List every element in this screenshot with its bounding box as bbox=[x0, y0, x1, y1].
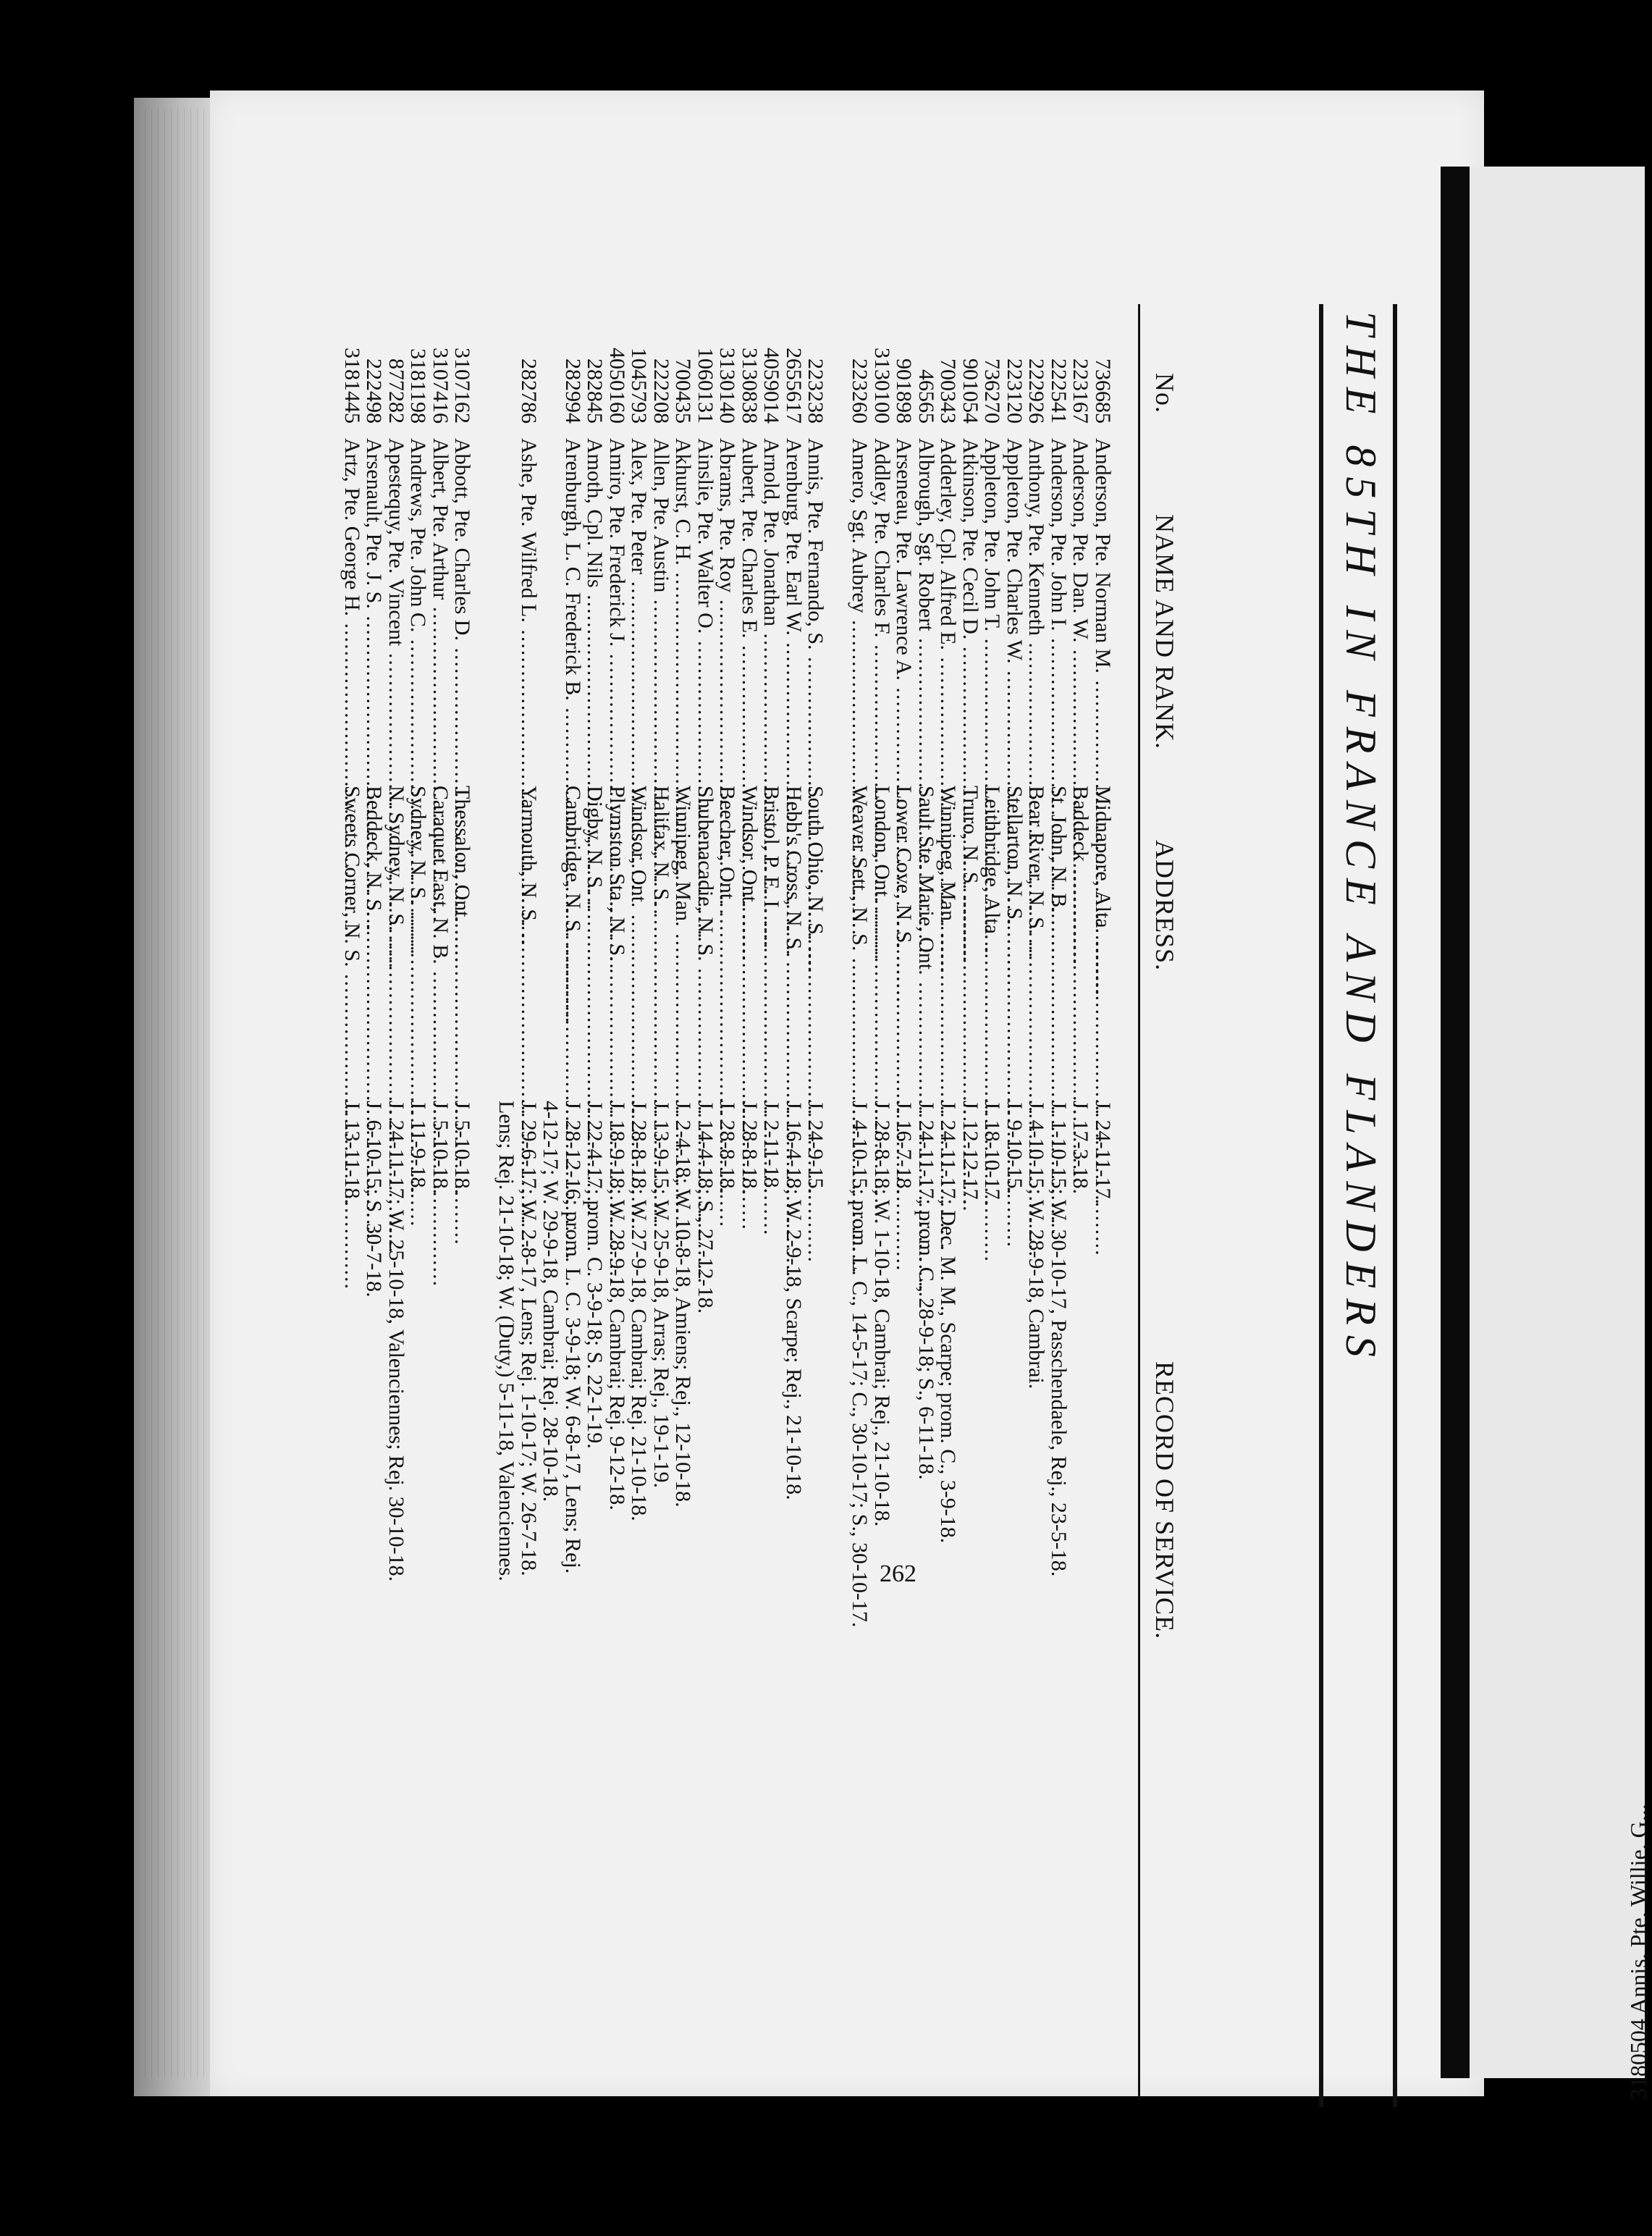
cell-record: J. 24-9-15. bbox=[804, 1101, 828, 1195]
cell-name-rank: Albrough, Sgt. Robert ..... bbox=[914, 438, 938, 778]
cell-address: Thessalon, Ont. ..... bbox=[450, 786, 475, 1093]
running-header bbox=[1319, 304, 1397, 2107]
column-header-name: NAME AND RANK. bbox=[1150, 514, 1179, 750]
cell-address: Sault Ste. Marie, Ont. ..... bbox=[914, 786, 938, 1093]
cell-address: Bear River, N. S. ..... bbox=[1024, 786, 1049, 1093]
cell-address: Digby, N. S. ..... bbox=[583, 786, 607, 1093]
cell-name-rank: Ashe, Pte. Wilfred L. ..... bbox=[516, 438, 541, 778]
cell-number: 736270 bbox=[980, 358, 1005, 424]
cell-record: J. 28-8-18; W. 27-9-18, Cambrai; Rej. 21-10-18. bbox=[627, 1101, 652, 1521]
cell-number: 901054 bbox=[958, 358, 982, 424]
cell-record: J. 28-8-18. bbox=[715, 1101, 740, 1195]
cell-name-rank: Appleton, Pte. Charles W. ..... bbox=[1002, 438, 1027, 778]
cell-address: Beecher, Ont. ..... bbox=[715, 786, 740, 1093]
cell-number: 4059014 bbox=[759, 348, 784, 424]
column-header-address: ADDRESS. bbox=[1150, 840, 1179, 972]
cell-number: 222208 bbox=[649, 358, 673, 424]
cell-record: J. 29-6-17; W. 2-8-17, Lens; Rej. 1-10-17; W. 26-7-18. bbox=[517, 1101, 541, 1576]
cell-address: Caraquet East, N. B. ..... bbox=[428, 786, 452, 1093]
cell-record: J. 12-12-17. bbox=[958, 1101, 982, 1206]
cell-record: J. 4-10-15; W. 28-9-18, Cambrai. bbox=[1024, 1101, 1049, 1390]
cell-number: 3107162 bbox=[450, 348, 475, 424]
cell-name-rank: Akhurst, C. H. ..... bbox=[671, 438, 696, 778]
cell-address: Baddeck ..... bbox=[1069, 786, 1093, 1093]
cell-address: Midnapore, Alta. ..... bbox=[1090, 786, 1115, 1093]
cell-record: J. 5-10-18. bbox=[429, 1101, 452, 1195]
cell-number: 3130100 bbox=[870, 348, 894, 424]
cell-name-rank: Arnold, Pte. Jonathan ..... bbox=[759, 438, 784, 778]
cell-number: 223260 bbox=[848, 358, 872, 424]
cell-number: 46565 bbox=[914, 369, 938, 424]
next-page bbox=[1470, 167, 1645, 2078]
cell-number: 223120 bbox=[1003, 358, 1027, 424]
cell-number: 700343 bbox=[936, 358, 961, 424]
cell-number: 282786 bbox=[517, 358, 541, 424]
cell-name-rank: Appleton, Pte. John T. ..... bbox=[980, 438, 1005, 778]
cell-name-rank: Allen, Pte. Austin ..... bbox=[649, 438, 673, 778]
cell-record: J. 24-11-17. bbox=[1091, 1101, 1115, 1205]
cell-record: J. 18-10-17. bbox=[980, 1101, 1005, 1206]
cell-address: Leithbridge, Alta. ..... bbox=[980, 786, 1005, 1093]
cell-record: J. 24-11-17; prom. C., 28-9-18; S., 6-11-18. bbox=[914, 1101, 938, 1480]
cell-number: 282845 bbox=[583, 358, 607, 424]
cell-record: J. 28-8-18. bbox=[738, 1101, 762, 1195]
cell-number: 3107416 bbox=[429, 348, 452, 424]
cell-address: Halifax, N. S. ..... bbox=[649, 786, 673, 1093]
cell-record: J. 17-3-18. bbox=[1069, 1101, 1093, 1195]
cell-record: J. 2-11-18. bbox=[759, 1101, 784, 1194]
cell-number: 877282 bbox=[384, 358, 408, 424]
cell-record: J. 13-9-15; W. 25-9-18, Arras; Rej., 19-1-19. bbox=[649, 1101, 673, 1488]
cell-record: J. 13-11-18. bbox=[340, 1101, 364, 1205]
cell-address: South Ohio, N. S. ..... bbox=[804, 786, 828, 1093]
cell-name-rank: Anderson, Pte. John I. ..... bbox=[1046, 438, 1071, 778]
cell-number: 1045793 bbox=[627, 348, 652, 424]
cell-name-rank: Abrams, Pte. Roy ..... bbox=[715, 438, 740, 778]
cell-record: J. 5-10-18. bbox=[450, 1101, 475, 1195]
cell-number: 700435 bbox=[671, 358, 696, 424]
cell-name-rank: Arenburgh, L. C. Frederick B. ..... bbox=[560, 438, 585, 778]
cell-record: 4-12-17; W. 29-9-18, Cambrai; Rej. 28-10-18. bbox=[539, 1101, 563, 1502]
cell-name-rank: Ainslie, Pte. Walter O. ..... bbox=[693, 438, 717, 778]
cell-number: 3130838 bbox=[738, 348, 762, 424]
cell-number: 736685 bbox=[1091, 358, 1115, 424]
cell-name-rank: Atkinson, Pte. Cecil D. ..... bbox=[958, 438, 982, 778]
cell-record: J. 28-8-18; W. 1-10-18, Cambrai; Rej., 21-10-18. bbox=[870, 1101, 894, 1527]
cell-name-rank: Anderson, Pte. Norman M. ..... bbox=[1090, 438, 1115, 778]
cell-address: Sydney, N. S. ..... bbox=[406, 786, 431, 1093]
cell-name-rank: Amiro, Pte. Frederick J. ..... bbox=[604, 438, 629, 778]
cell-record: J. 24-11-17; W. 25-10-18, Valenciennes; Rej. 30-10-18. bbox=[384, 1101, 408, 1582]
cell-name-rank: Annis, Pte. Fernando, S. ..... bbox=[804, 438, 828, 778]
column-header-no: No. bbox=[1150, 373, 1179, 413]
cell-name-rank: Aubert, Pte. Charles E. ..... bbox=[737, 438, 762, 778]
cell-name-rank: Adderley, Cpl. Alfred E. ..... bbox=[936, 438, 961, 778]
cell-address: St. John, N. B. ..... bbox=[1046, 786, 1071, 1093]
cell-record: J. 4-10-15; prom. L. C., 14-5-17; C., 30-10-17; S., 30-10-17. bbox=[848, 1101, 872, 1628]
cell-record: J. 9-10-15. bbox=[1003, 1101, 1027, 1195]
cell-name-rank: Arenburg, Pte. Earl W. ..... bbox=[781, 438, 806, 778]
cell-address: Windsor, Ont. ..... bbox=[737, 786, 762, 1093]
page-content bbox=[340, 304, 1397, 2114]
cell-name-rank: Alex, Pte. Peter ..... bbox=[627, 438, 652, 778]
cell-address: Shubenacadie, N. S. ..... bbox=[693, 786, 717, 1093]
cell-record: J. 6-10-15; S. 30-7-18. bbox=[362, 1101, 387, 1298]
cell-name-rank: Andrews, Pte. John C. ..... bbox=[406, 438, 431, 778]
cell-address: Weaver Sett., N. S. ..... bbox=[848, 786, 872, 1093]
cell-number: 222926 bbox=[1024, 358, 1049, 424]
cell-address: Beddeck, N. S. ..... bbox=[362, 786, 387, 1093]
cell-record: J. 18-9-18; W. 28-9-18, Cambrai; Rej. 9-12-18. bbox=[605, 1101, 629, 1510]
cell-number: 223167 bbox=[1069, 358, 1093, 424]
cell-number: 2655617 bbox=[782, 348, 806, 424]
cell-name-rank: Anthony, Pte. Kenneth ..... bbox=[1024, 438, 1049, 778]
cell-address: Windsor, Ont. ..... bbox=[627, 786, 652, 1093]
cell-record: J. 16-7-18. bbox=[892, 1101, 916, 1195]
cell-name-rank: Apestequy, Pte. Vincent ..... bbox=[384, 438, 408, 778]
cell-name-rank: Abbott, Pte. Charles D. ..... bbox=[450, 438, 475, 778]
cell-number: 223238 bbox=[804, 358, 828, 424]
cell-number: 222541 bbox=[1047, 358, 1071, 424]
cell-name-rank: Addley, Pte. Charles F. ..... bbox=[869, 438, 894, 778]
cell-name-rank: Anderson, Pte. Dan. W. ..... bbox=[1069, 438, 1093, 778]
cell-number: 3181198 bbox=[406, 348, 431, 424]
cell-address: Winnipeg, Man. ..... bbox=[936, 786, 961, 1093]
cell-address: Truro, N. S. ..... bbox=[958, 786, 982, 1093]
cell-address: Yarmouth, N. S. ..... bbox=[516, 786, 541, 1093]
cell-name-rank: Amero, Sgt. Aubrey ..... bbox=[848, 438, 872, 778]
cell-record: J. 14-4-18; S., 27-12-18. bbox=[694, 1101, 717, 1314]
cell-record: J. 11-9-18. bbox=[406, 1101, 431, 1194]
column-rule bbox=[1138, 304, 1140, 2100]
cell-record: J. 24-11-17; Dec. M. M., Scarpe; prom. C., 3-9-18. bbox=[936, 1101, 961, 1544]
next-page-fragment: 3180504 Annis, Pte. Willie, G... bbox=[1625, 1804, 1651, 2100]
cell-name-rank: Arseneau, Pte. Lawrence A. ..... bbox=[892, 438, 916, 778]
cell-number: 3181445 bbox=[340, 348, 364, 424]
cell-number: 901898 bbox=[892, 358, 916, 424]
table-row bbox=[335, 304, 364, 2114]
cell-record: J. 28-12-16; prom. L. C. 3-9-18; W. 6-8-17, Lens; Rej. bbox=[561, 1101, 585, 1574]
cell-record: J. 16-4-18; W. 2-9-18, Scarpe; Rej., 21-10-18. bbox=[782, 1101, 806, 1500]
cell-address: Stellarton, N. S. ..... bbox=[1002, 786, 1027, 1093]
page-number: 262 bbox=[880, 1560, 916, 1587]
cell-name-rank: Artz, Pte. George H. ..... bbox=[340, 438, 364, 778]
cell-address: N. Sydney, N. S. ..... bbox=[384, 786, 408, 1093]
cell-number: 3130140 bbox=[715, 348, 740, 424]
cell-address: Winnipeg, Man. ..... bbox=[671, 786, 696, 1093]
cell-number: 4050160 bbox=[605, 348, 629, 424]
cell-address: London, Ont. ..... bbox=[869, 786, 894, 1093]
cell-address: Cambridge, N. S. ..... bbox=[560, 786, 585, 1093]
cell-record: Lens; Rej. 21-10-18; W. (Duty,) 5-11-18, Valenciennes. bbox=[494, 1101, 519, 1581]
cell-number: 282994 bbox=[561, 358, 585, 424]
cell-address: Lower Cove, N. S. ..... bbox=[892, 786, 916, 1093]
cell-name-rank: Albert, Pte. Arthur ..... bbox=[428, 438, 452, 778]
cell-name-rank: Arsenault, Pte. J. S. ..... bbox=[362, 438, 387, 778]
cell-number: 222498 bbox=[362, 358, 387, 424]
cell-record: J. 22-4-17; prom. C. 3-9-18; S. 22-1-19. bbox=[583, 1101, 607, 1449]
cell-name-rank: Amoth, Cpl. Nils ..... bbox=[583, 438, 607, 778]
header-title: THE 85TH IN FRANCE AND FLANDERS bbox=[1337, 311, 1385, 1367]
cell-address: Hebb's Cross, N. S. ..... bbox=[781, 786, 806, 1093]
column-header-record: RECORD OF SERVICE. bbox=[1150, 1361, 1179, 1640]
cell-address: Plymston Sta., N. S. ..... bbox=[604, 786, 629, 1093]
cell-address: Bristol, P. E. I. ..... bbox=[759, 786, 784, 1093]
cell-number: 1060131 bbox=[694, 348, 717, 424]
cell-address: Sweets Corner, N. S. ..... bbox=[340, 786, 364, 1093]
cell-record: J. 1-10-15; W. 30-10-17, Passchendaele, Rej., 23-5-18. bbox=[1047, 1101, 1071, 1577]
cell-record: J. 2-4-18; W. 10-8-18, Amiens; Rej., 12-10-18. bbox=[671, 1101, 696, 1508]
